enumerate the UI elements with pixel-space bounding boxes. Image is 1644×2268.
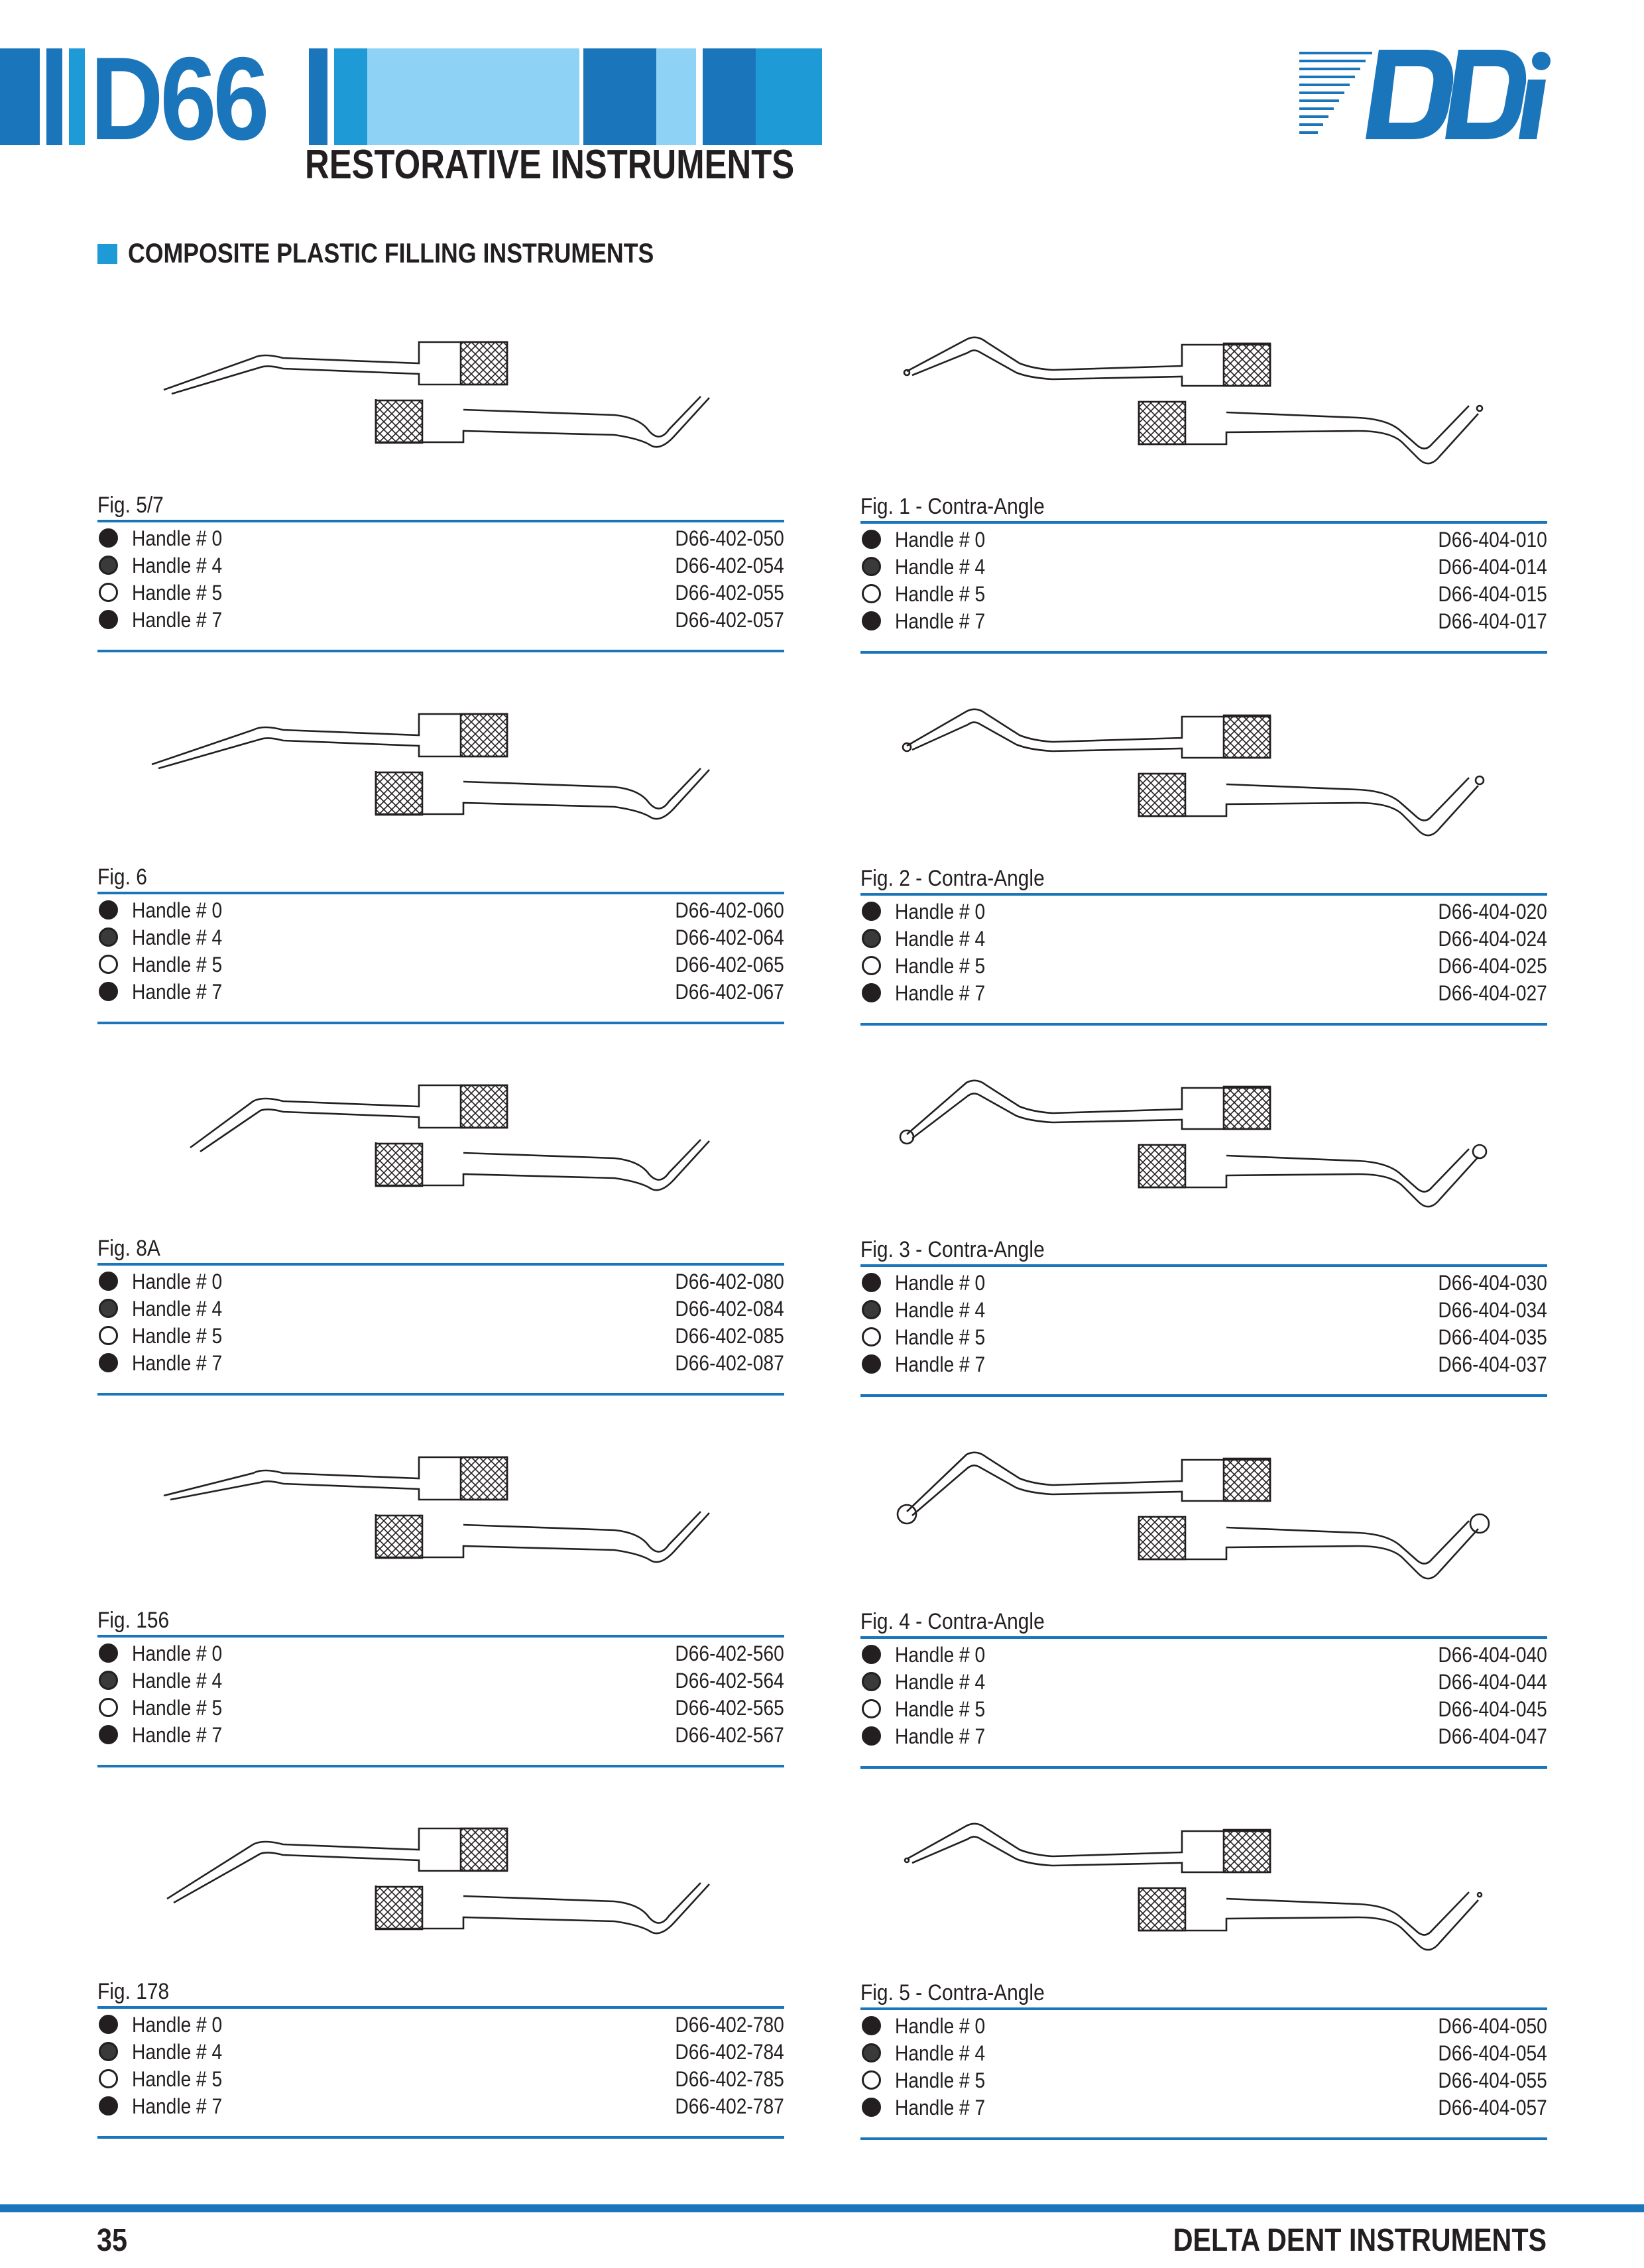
table-rule-bottom	[97, 1393, 784, 1396]
handle-label: Handle # 4	[132, 2040, 223, 2064]
handle-color-dot-icon	[862, 2043, 881, 2062]
product-code: D66-404-050	[1438, 2014, 1547, 2038]
table-row	[97, 1722, 784, 1748]
product-code: D66-404-037	[1438, 1352, 1547, 1376]
product-code: D66-404-047	[1438, 1724, 1547, 1748]
handle-color-dot-icon	[99, 900, 118, 920]
table-row	[860, 2040, 1547, 2066]
instrument-upper-end	[164, 1457, 507, 1500]
product-code: D66-404-040	[1438, 1643, 1547, 1667]
table-row	[97, 1268, 784, 1295]
knurled-grip	[461, 1457, 507, 1500]
ball-tip	[903, 743, 911, 751]
product-code: D66-404-017	[1438, 609, 1547, 633]
instrument-lower-end	[376, 396, 709, 447]
product-block	[860, 1806, 1547, 2177]
handle-color-dot-icon	[99, 1698, 118, 1717]
product-code: D66-404-055	[1438, 2068, 1547, 2092]
table-rule-top	[97, 2006, 784, 2009]
product-code: D66-404-024	[1438, 927, 1547, 951]
table-rule-top	[97, 892, 784, 894]
product-code: D66-402-064	[675, 925, 784, 949]
table-rule-bottom	[860, 1766, 1547, 1769]
product-code: D66-402-567	[675, 1723, 784, 1747]
handle-color-dot-icon	[99, 955, 118, 974]
instrument-lower-end	[1139, 1517, 1478, 1579]
handle-label: Handle # 4	[895, 555, 986, 579]
handle-color-dot-icon	[99, 2042, 118, 2061]
handle-color-dot-icon	[862, 902, 881, 921]
table-row	[97, 1695, 784, 1721]
handle-label: Handle # 0	[895, 900, 986, 924]
product-code: D66-402-060	[675, 898, 784, 922]
table-rule-top	[860, 2007, 1547, 2010]
table-rule-bottom	[860, 1394, 1547, 1397]
product-code: D66-404-030	[1438, 1271, 1547, 1295]
handle-color-dot-icon	[862, 2098, 881, 2117]
product-block	[860, 320, 1547, 691]
handle-color-dot-icon	[862, 929, 881, 948]
product-code: D66-402-787	[675, 2094, 784, 2118]
instrument-upper-end	[190, 1085, 507, 1152]
table-row	[860, 581, 1547, 607]
product-code: D66-402-564	[675, 1669, 784, 1693]
ball-tip	[900, 1130, 913, 1144]
table-row	[860, 526, 1547, 553]
table-row	[97, 1323, 784, 1349]
handle-color-dot-icon	[99, 1643, 118, 1663]
figure-label: Fig. 1 - Contra-Angle	[860, 494, 1045, 519]
handle-label: Handle # 5	[132, 581, 223, 605]
handle-label: Handle # 0	[895, 2014, 986, 2038]
handle-color-dot-icon	[862, 1273, 881, 1292]
handle-label: Handle # 5	[132, 1696, 223, 1720]
instrument-illustration	[860, 691, 1547, 890]
handle-label: Handle # 7	[895, 981, 986, 1005]
handle-label: Handle # 7	[132, 1351, 223, 1375]
banner-stripe	[334, 48, 367, 145]
handle-label: Handle # 0	[895, 528, 986, 552]
product-code: D66-404-025	[1438, 954, 1547, 978]
handle-label: Handle # 4	[132, 1669, 223, 1693]
table-row	[97, 951, 784, 978]
handle-label: Handle # 7	[132, 2094, 223, 2118]
table-row	[97, 579, 784, 606]
product-code: D66-402-055	[675, 581, 784, 605]
handle-label: Handle # 7	[132, 608, 223, 632]
table-rule-top	[860, 1636, 1547, 1639]
figure-label: Fig. 178	[97, 1979, 170, 2004]
instrument-illustration	[860, 1063, 1547, 1262]
handle-color-dot-icon	[862, 611, 881, 630]
product-code: D66-402-050	[675, 526, 784, 550]
table-row	[860, 2067, 1547, 2094]
table-rule-bottom	[97, 1765, 784, 1767]
table-row	[97, 1667, 784, 1694]
handle-label: Handle # 5	[132, 953, 223, 977]
table-rule-bottom	[97, 1022, 784, 1024]
instrument-illustration	[860, 1806, 1547, 2005]
handle-label: Handle # 4	[895, 1298, 986, 1322]
table-row	[860, 1351, 1547, 1378]
product-block	[860, 691, 1547, 1063]
ball-tip	[905, 1858, 909, 1862]
handle-label: Handle # 0	[895, 1643, 986, 1667]
banner-stripe	[69, 48, 85, 145]
ball-tip	[1478, 1893, 1482, 1897]
instrument-illustration	[97, 1061, 784, 1260]
banner-stripe	[583, 48, 656, 145]
instrument-upper-end	[167, 1828, 507, 1903]
knurled-grip	[461, 1085, 507, 1128]
handle-color-dot-icon	[99, 556, 118, 575]
product-code: D66-402-065	[675, 953, 784, 977]
knurled-grip	[461, 1828, 507, 1871]
instrument-upper-end	[164, 342, 507, 394]
table-row	[97, 525, 784, 552]
table-rule-bottom	[97, 2136, 784, 2139]
instrument-upper-end	[907, 1824, 1270, 1872]
handle-color-dot-icon	[99, 2069, 118, 2088]
product-code: D66-402-085	[675, 1324, 784, 1348]
handle-color-dot-icon	[99, 528, 118, 548]
handle-label: Handle # 4	[132, 1297, 223, 1321]
handle-label: Handle # 0	[132, 2013, 223, 2037]
figure-label: Fig. 2 - Contra-Angle	[860, 866, 1045, 891]
handle-color-dot-icon	[862, 2070, 881, 2090]
handle-label: Handle # 5	[132, 2067, 223, 2091]
product-code: D66-404-045	[1438, 1697, 1547, 1721]
product-code: D66-404-020	[1438, 900, 1547, 924]
product-code: D66-404-014	[1438, 555, 1547, 579]
banner-stripe	[309, 48, 327, 145]
table-row	[860, 2094, 1547, 2121]
table-rule-top	[860, 893, 1547, 896]
handle-label: Handle # 7	[895, 609, 986, 633]
knurled-grip	[1224, 715, 1270, 758]
product-code: D66-402-054	[675, 554, 784, 577]
handle-color-dot-icon	[862, 2016, 881, 2035]
page-subtitle: RESTORATIVE INSTRUMENTS	[305, 142, 795, 188]
knurled-grip	[461, 714, 507, 756]
product-block	[860, 1435, 1547, 1806]
table-row	[860, 2013, 1547, 2039]
instrument-lower-end	[376, 1512, 709, 1562]
catalog-code-title: D66	[90, 32, 266, 164]
table-row	[97, 1295, 784, 1322]
instrument-lower-end	[1139, 402, 1478, 463]
table-row	[97, 897, 784, 924]
instrument-lower-end	[376, 1883, 709, 1933]
product-block	[97, 1433, 784, 1805]
product-code: D66-404-054	[1438, 2041, 1547, 2065]
table-row	[860, 1641, 1547, 1668]
handle-color-dot-icon	[862, 1672, 881, 1691]
product-code: D66-404-034	[1438, 1298, 1547, 1322]
handle-color-dot-icon	[862, 1726, 881, 1746]
handle-label: Handle # 5	[895, 1697, 986, 1721]
handle-label: Handle # 7	[895, 2096, 986, 2119]
handle-label: Handle # 5	[132, 1324, 223, 1348]
table-row	[97, 2039, 784, 2065]
knurled-grip	[461, 342, 507, 385]
table-row	[97, 552, 784, 579]
table-row	[860, 1324, 1547, 1350]
handle-color-dot-icon	[99, 2096, 118, 2116]
table-row	[860, 925, 1547, 952]
instrument-illustration	[97, 318, 784, 517]
product-block	[97, 690, 784, 1061]
product-code: D66-402-560	[675, 1641, 784, 1665]
table-row	[860, 1696, 1547, 1722]
ball-tip	[904, 370, 910, 375]
table-row	[97, 607, 784, 633]
figure-label: Fig. 5 - Contra-Angle	[860, 1980, 1045, 2005]
knurled-grip	[1224, 343, 1270, 386]
product-code: D66-402-080	[675, 1270, 784, 1293]
handle-color-dot-icon	[862, 1354, 881, 1374]
table-row	[97, 924, 784, 951]
banner-stripe	[367, 48, 447, 145]
figure-label: Fig. 6	[97, 865, 147, 890]
product-block	[97, 1805, 784, 2176]
handle-color-dot-icon	[862, 530, 881, 549]
handle-color-dot-icon	[862, 1699, 881, 1718]
instrument-illustration	[860, 320, 1547, 518]
product-block	[860, 1063, 1547, 1434]
handle-label: Handle # 7	[132, 1723, 223, 1747]
handle-color-dot-icon	[99, 1326, 118, 1345]
ball-tip	[1476, 776, 1484, 784]
table-row	[860, 608, 1547, 634]
instrument-lower-end	[1139, 1888, 1478, 1950]
handle-color-dot-icon	[99, 1671, 118, 1690]
handle-label: Handle # 4	[132, 925, 223, 949]
page-number: 35	[97, 2223, 127, 2258]
handle-label: Handle # 5	[895, 2068, 986, 2092]
handle-color-dot-icon	[862, 983, 881, 1002]
knurled-grip	[1224, 1087, 1270, 1129]
handle-color-dot-icon	[99, 1272, 118, 1291]
table-rule-top	[97, 520, 784, 522]
knurled-grip	[376, 400, 422, 443]
handle-label: Handle # 0	[895, 1271, 986, 1295]
handle-color-dot-icon	[99, 927, 118, 947]
instrument-upper-end	[907, 1453, 1270, 1516]
handle-color-dot-icon	[99, 610, 118, 629]
handle-color-dot-icon	[99, 1353, 118, 1372]
knurled-grip	[376, 1887, 422, 1929]
banner-stripe	[0, 48, 40, 145]
handle-label: Handle # 0	[132, 1641, 223, 1665]
table-row	[97, 1640, 784, 1667]
section-square-icon	[97, 244, 117, 264]
handle-label: Handle # 5	[895, 1325, 986, 1349]
table-rule-top	[860, 1264, 1547, 1267]
knurled-grip	[376, 1144, 422, 1186]
instrument-illustration	[97, 690, 784, 889]
handle-color-dot-icon	[862, 956, 881, 975]
handle-color-dot-icon	[862, 1300, 881, 1319]
handle-label: Handle # 5	[895, 582, 986, 606]
table-row	[860, 898, 1547, 925]
handle-label: Handle # 4	[895, 927, 986, 951]
figure-label: Fig. 156	[97, 1608, 170, 1633]
handle-label: Handle # 7	[132, 980, 223, 1004]
table-row	[97, 2066, 784, 2092]
knurled-grip	[1139, 1517, 1185, 1559]
knurled-grip	[1139, 774, 1185, 816]
table-rule-bottom	[860, 2137, 1547, 2140]
product-code: D66-404-010	[1438, 528, 1547, 552]
instrument-upper-end	[907, 337, 1270, 386]
ddi-logo	[1299, 46, 1551, 146]
ball-tip	[1477, 406, 1482, 411]
product-code: D66-404-044	[1438, 1670, 1547, 1694]
handle-label: Handle # 4	[895, 2041, 986, 2065]
instrument-illustration	[97, 1805, 784, 2003]
table-row	[860, 1723, 1547, 1750]
table-rule-bottom	[860, 651, 1547, 654]
knurled-grip	[1139, 402, 1185, 444]
table-row	[97, 2093, 784, 2119]
product-code: D66-404-015	[1438, 582, 1547, 606]
product-code: D66-402-084	[675, 1297, 784, 1321]
knurled-grip	[1139, 1145, 1185, 1187]
handle-color-dot-icon	[99, 1299, 118, 1318]
handle-label: Handle # 0	[132, 898, 223, 922]
figure-label: Fig. 3 - Contra-Angle	[860, 1237, 1045, 1262]
knurled-grip	[1224, 1830, 1270, 1872]
instrument-illustration	[860, 1435, 1547, 1634]
instrument-upper-end	[907, 709, 1270, 758]
table-rule-top	[860, 521, 1547, 524]
table-row	[97, 2011, 784, 2038]
banner-stripe	[46, 48, 62, 145]
instrument-lower-end	[1139, 1145, 1478, 1207]
product-code: D66-402-067	[675, 980, 784, 1004]
ball-tip	[1473, 1145, 1486, 1158]
knurled-grip	[376, 1516, 422, 1558]
product-code: D66-402-565	[675, 1696, 784, 1720]
handle-color-dot-icon	[862, 1645, 881, 1664]
handle-label: Handle # 0	[132, 1270, 223, 1293]
ball-tip	[1470, 1514, 1489, 1533]
product-code: D66-404-027	[1438, 981, 1547, 1005]
table-row	[97, 979, 784, 1005]
instrument-upper-end	[907, 1081, 1270, 1138]
company-name: DELTA DENT INSTRUMENTS	[1173, 2223, 1547, 2258]
instrument-illustration	[97, 1433, 784, 1632]
product-block	[97, 1061, 784, 1433]
instrument-upper-end	[152, 714, 507, 768]
handle-color-dot-icon	[99, 1725, 118, 1744]
table-rule-bottom	[97, 650, 784, 652]
handle-color-dot-icon	[99, 982, 118, 1001]
figure-label: Fig. 4 - Contra-Angle	[860, 1609, 1045, 1634]
knurled-grip	[1139, 1888, 1185, 1931]
table-row	[860, 953, 1547, 979]
handle-label: Handle # 7	[895, 1352, 986, 1376]
table-rule-bottom	[860, 1023, 1547, 1026]
table-row	[860, 1297, 1547, 1323]
product-code: D66-402-785	[675, 2067, 784, 2091]
table-rule-top	[97, 1635, 784, 1638]
handle-label: Handle # 5	[895, 954, 986, 978]
figure-label: Fig. 8A	[97, 1236, 160, 1261]
handle-label: Handle # 4	[895, 1670, 986, 1694]
product-code: D66-404-035	[1438, 1325, 1547, 1349]
section-title: COMPOSITE PLASTIC FILLING INSTRUMENTS	[128, 237, 654, 269]
handle-color-dot-icon	[99, 2015, 118, 2034]
product-code: D66-402-784	[675, 2040, 784, 2064]
table-row	[860, 1270, 1547, 1296]
banner-stripe	[656, 48, 696, 145]
product-code: D66-402-087	[675, 1351, 784, 1375]
handle-label: Handle # 4	[132, 554, 223, 577]
handle-label: Handle # 0	[132, 526, 223, 550]
product-block	[97, 318, 784, 689]
handle-label: Handle # 7	[895, 1724, 986, 1748]
product-code: D66-404-057	[1438, 2096, 1547, 2119]
handle-color-dot-icon	[862, 1327, 881, 1346]
handle-color-dot-icon	[862, 557, 881, 576]
handle-color-dot-icon	[99, 583, 118, 602]
table-row	[860, 980, 1547, 1006]
handle-color-dot-icon	[862, 584, 881, 603]
instrument-lower-end	[376, 1140, 709, 1190]
table-row	[860, 554, 1547, 580]
knurled-grip	[1224, 1459, 1270, 1501]
table-rule-top	[97, 1263, 784, 1266]
knurled-grip	[376, 772, 422, 815]
product-code: D66-402-780	[675, 2013, 784, 2037]
banner-stripe	[447, 48, 579, 145]
banner-stripe	[703, 48, 756, 145]
table-row	[97, 1350, 784, 1376]
instrument-lower-end	[1139, 774, 1478, 835]
banner-stripe	[756, 48, 822, 145]
footer-rule	[0, 2204, 1644, 2212]
instrument-lower-end	[376, 768, 709, 819]
table-row	[860, 1669, 1547, 1695]
product-code: D66-402-057	[675, 608, 784, 632]
figure-label: Fig. 5/7	[97, 493, 164, 518]
